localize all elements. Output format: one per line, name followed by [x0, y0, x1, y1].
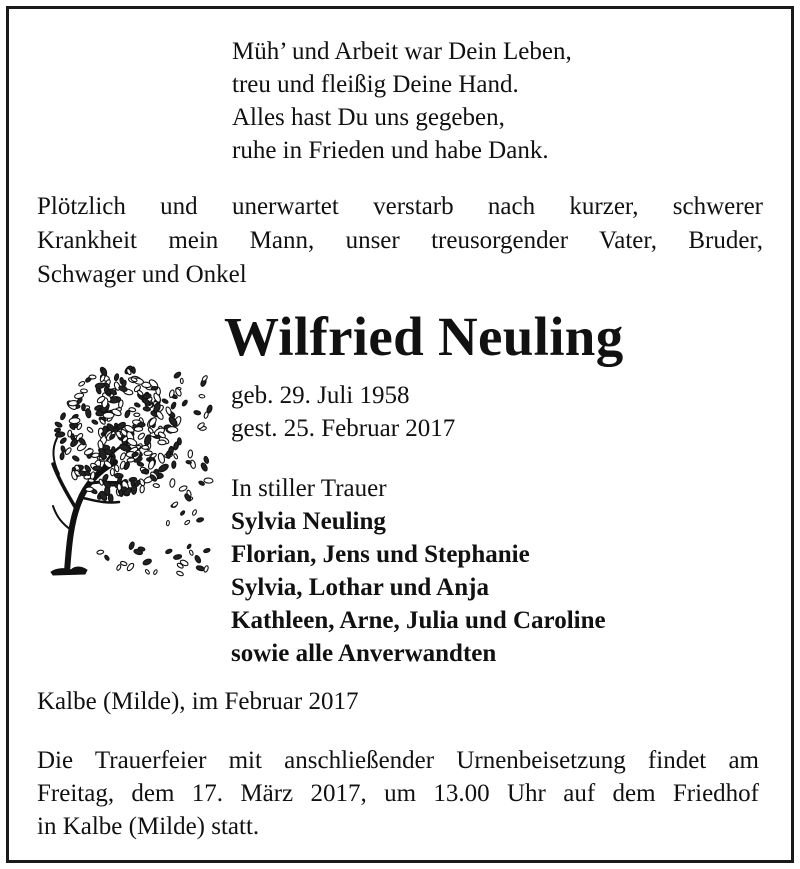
ceremony-line: Freitag, dem 17. März 2017, um 13.00 Uhr auf dem Friedhof: [37, 780, 759, 807]
poem: [232, 35, 572, 167]
mourner-name: sowie alle Anverwandten: [231, 640, 497, 667]
intro-line: Schwager und Onkel: [37, 261, 247, 288]
mourner-name: Sylvia, Lothar und Anja: [231, 574, 489, 601]
mourner-name: Sylvia Neuling: [231, 508, 386, 535]
intro-text: [37, 190, 763, 292]
mourners-block: [231, 472, 606, 670]
place-date: Kalbe (Milde), im Februar 2017: [37, 688, 359, 715]
mourner-name: Kathleen, Arne, Julia und Caroline: [231, 607, 606, 634]
birth-date: geb. 29. Juli 1958: [231, 382, 410, 409]
poem-line: ruhe in Frieden und habe Dank.: [232, 137, 549, 164]
ceremony-text: [37, 744, 759, 843]
poem-line: treu und fleißig Deine Hand.: [232, 71, 519, 98]
mourner-name: Florian, Jens und Stephanie: [231, 541, 530, 568]
ceremony-line: Die Trauerfeier mit anschließender Urnenbeisetzung findet am: [37, 747, 759, 774]
ceremony-line: in Kalbe (Milde) statt.: [37, 813, 260, 840]
windswept-tree-icon: [27, 354, 227, 594]
intro-line: Krankheit mein Mann, unser treusorgender Vater, Bruder,: [37, 227, 763, 254]
deceased-name: Wilfried Neuling: [224, 306, 624, 367]
poem-line: Alles hast Du uns gegeben,: [232, 104, 505, 131]
death-date: gest. 25. Februar 2017: [231, 415, 456, 442]
intro-line: Plötzlich und unerwartet verstarb nach kurzer, schwerer: [37, 193, 763, 220]
life-dates: [231, 379, 455, 445]
obituary-frame: [6, 6, 794, 863]
poem-line: Müh’ und Arbeit war Dein Leben,: [232, 38, 572, 65]
mourning-phrase: In stiller Trauer: [231, 475, 387, 502]
